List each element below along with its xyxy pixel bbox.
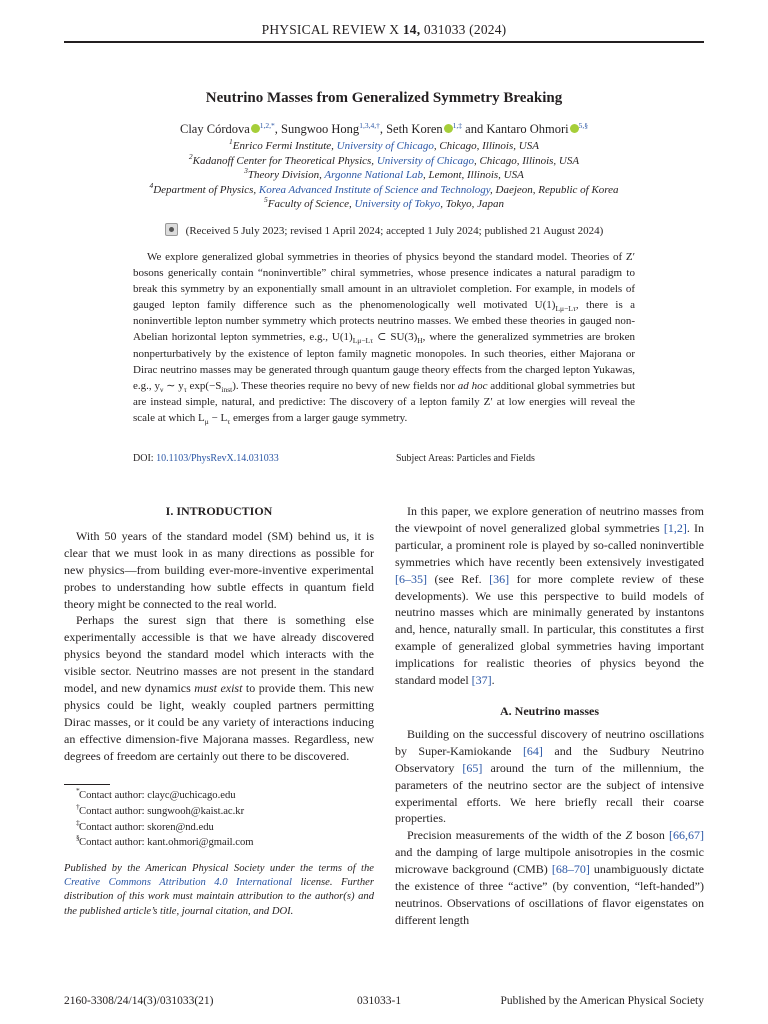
affiliation-list xyxy=(64,139,704,212)
text-fragment: In this paper, we explore generation of neutrino masses from the viewpoint of novel generalized global symmetries xyxy=(395,504,704,535)
abstract-text xyxy=(133,249,635,426)
author-separator: , xyxy=(379,122,383,136)
footnote-text: Contact author: kant.ohmori@gmail.com xyxy=(79,837,254,849)
author-conjunction: and xyxy=(465,122,484,136)
abstract-fragment: additional global symmetries but are instead simple, natural, and predictive: The discovery of a lepton family Z′ at low energies will reveal the scale at which L xyxy=(133,379,636,424)
received-text: (Received 5 July 2023; revised 1 April 2024; accepted 1 July 2024; published 21 August 2024) xyxy=(185,225,604,237)
paper-title: Neutrino Masses from Generalized Symmetry Breaking xyxy=(205,90,563,106)
text-fragment: (see Ref. xyxy=(427,571,490,586)
journal-volume: 14, xyxy=(402,22,421,37)
subsection-heading: A. Neutrino masses xyxy=(500,703,599,718)
affiliation xyxy=(64,168,704,183)
abstract-fragment: ⊂ SU(3) xyxy=(373,331,418,344)
affiliation-location: , Lemont, Illinois, USA xyxy=(423,169,524,182)
text-fragment: Building on the successful discovery of neutrino oscillations by Super-Kamiokande xyxy=(395,726,704,758)
citation-link[interactable]: [1,2] xyxy=(663,520,687,535)
text-fragment: boson xyxy=(632,828,669,843)
subject-label: Subject Areas: xyxy=(396,453,455,464)
math-subscript: τ xyxy=(227,416,231,426)
footnote-text: Contact author: skoren@nd.edu xyxy=(79,821,214,833)
citation-link[interactable]: [37] xyxy=(471,673,492,688)
license-notice xyxy=(64,862,374,919)
author-affil-marks[interactable]: 5,§ xyxy=(578,121,588,130)
citation-link[interactable]: [6–35] xyxy=(395,571,427,586)
affiliation-number: 4 xyxy=(149,180,154,190)
footer-publisher: Published by the American Physical Society xyxy=(500,995,704,1007)
text-fragment: and the damping of large multipole anisotropies in the cosmic microwave background (CMB) xyxy=(395,845,704,877)
institution-link[interactable]: University of Tokyo xyxy=(354,198,441,211)
affiliation xyxy=(64,197,704,212)
affiliation-dept: Department of Physics, xyxy=(153,183,259,196)
doi-link[interactable]: 10.1103/PhysRevX.14.031033 xyxy=(156,453,279,464)
math-subscript: Lμ−Lτ xyxy=(352,336,374,346)
affiliation-number: 1 xyxy=(229,137,233,146)
text-fragment: for more complete review of these developments). We use this perspective to build models of neutrino masses which are minimally generated by instantons and, hence, naturally small. In particular, this constitutes a first example of generalized global symmetries having important implications for realistic theories of physics beyond the standard model xyxy=(395,571,704,688)
subject-areas xyxy=(396,453,535,464)
author-name: Kantaro Ohmori xyxy=(486,122,569,136)
author-name: Seth Koren xyxy=(386,122,443,136)
crossmark-icon[interactable] xyxy=(165,223,178,236)
abstract-fragment: exp(−S xyxy=(186,379,222,392)
math-subscript: inst xyxy=(221,384,233,394)
text-fragment: and the Sudbury Neutrino Observatory xyxy=(395,743,704,775)
text-fragment: Perhaps the surest sign that there is something else experimentally accessible is that we have already discovered physics beyond the standard model which interacts with the visible sector. Neutrino masses are not present in the standard model, and new dynamics xyxy=(64,613,374,696)
footnote-text: Contact author: sungwooh@kaist.ac.kr xyxy=(79,805,245,817)
subject-value: Particles and Fields xyxy=(456,453,535,464)
citation-link[interactable]: [65] xyxy=(462,760,483,775)
intro-paragraph xyxy=(64,612,374,764)
author-affil-marks[interactable]: 1,2,* xyxy=(259,121,275,130)
affiliation xyxy=(64,139,704,154)
author-separator: , xyxy=(274,122,278,136)
footnote: † Contact author: sungwooh@kaist.ac.kr xyxy=(76,801,245,817)
math-subscript: Lμ−Lτ xyxy=(555,304,576,314)
received-dates xyxy=(64,223,704,237)
text-fragment: unambiguously dictate the existence of three “active” (by convention, “left-handed”) neutrinos. Observations of oscillations of flavor eigenstates on different length xyxy=(395,862,704,927)
abstract-fragment: ∼ y xyxy=(163,379,184,392)
orcid-icon[interactable] xyxy=(251,124,260,133)
abstract-fragment: emerges from a larger gauge symmetry. xyxy=(230,411,408,424)
license-text: license. Further distribution of this work must maintain attribution to the author(s) and the published article’s title, journal citation, and DOI. xyxy=(64,877,374,917)
affiliation xyxy=(64,151,704,169)
affiliation-number: 2 xyxy=(188,151,193,161)
license-link[interactable]: Creative Commons Attribution 4.0 International xyxy=(64,877,292,889)
section-heading: I. INTRODUCTION xyxy=(165,504,273,518)
text-emphasis: Z xyxy=(625,828,633,843)
abstract-fragment: We explore generalized global symmetries in theories of physics beyond the standard model. Theories of Z′ bosons generically contain “noninvertible” chiral symmetries, whose presence indicates a natural paradigm to break this symmetry by an exponentially small amount in an ultraviolet completion. For example, in models of gauged lepton family difference such as the phenomenologically well motivated U(1) xyxy=(133,251,635,312)
author-name: Sungwoo Hong xyxy=(281,122,360,136)
institution-link[interactable]: University of Chicago xyxy=(336,140,434,152)
author-name: Clay Córdova xyxy=(180,122,250,136)
text-fragment: to provide them. This new physics could be light, weakly coupled partners permitting Dirac masses, or it could be any variety of interactions inducing an effective dimension-five Majorana masses. Regardless, new degrees of freedom are certainly out there to be discovered. xyxy=(64,681,374,763)
text-fragment: . xyxy=(491,673,495,688)
header-rule xyxy=(64,41,704,43)
institution-link[interactable]: Argonne National Lab xyxy=(324,169,423,182)
footnote-text: Contact author: clayc@uchicago.edu xyxy=(79,790,236,801)
affiliation-dept: Theory Division, xyxy=(247,169,325,182)
affiliation-dept: Enrico Fermi Institute, xyxy=(232,140,337,152)
affiliation xyxy=(64,180,704,198)
journal-header xyxy=(64,22,704,38)
affiliation-dept: Faculty of Science, xyxy=(267,198,355,211)
footnote: ‡ Contact author: skoren@nd.edu xyxy=(76,817,214,833)
math-subscript: τ xyxy=(183,384,187,394)
author-affil-marks[interactable]: 1,3,4,† xyxy=(359,121,380,130)
citation-link[interactable]: [64] xyxy=(522,743,543,758)
affiliation-number: 3 xyxy=(244,166,248,176)
math-subscript: μ xyxy=(204,416,209,426)
affiliation-location: , Tokyo, Japan xyxy=(440,198,504,211)
abstract xyxy=(133,249,635,426)
affiliation-dept: Kadanoff Center for Theoretical Physics, xyxy=(192,154,377,167)
affiliation-number: 5 xyxy=(263,195,268,205)
citation-link[interactable]: [66,67] xyxy=(669,828,704,843)
right-column xyxy=(395,503,704,929)
abstract-fragment: , there is a noninvertible lepton number symmetry which protects neutrino masses. We embed these theories in gauged non-Abelian horizontal lepton symmetries, e.g., U(1) xyxy=(133,299,636,344)
footer-page-number: 031033-1 xyxy=(357,995,402,1007)
author-list xyxy=(64,122,704,137)
abstract-fragment: − L xyxy=(208,411,228,424)
article-number-year: 031033 (2024) xyxy=(423,22,507,37)
abstract-fragment: , where the generalized symmetries are broken nonperturbatively by the existence of lepton family magnetic monopoles. In such theories, either Majorana or Dirac neutrino masses may be generated through quantum gauge theory effects from the charged lepton Yukawas, e.g., y xyxy=(133,331,636,392)
footer-issn: 2160-3308/24/14(3)/031033(21) xyxy=(64,995,214,1007)
intro-paragraph: With 50 years of the standard model (SM) behind us, it is clear that we must look in as many directions as possible for new physics—from building ever-more-inventive experimental probes to understanding how subtle effects in quantum field theory might be connected to the real world. xyxy=(64,528,374,611)
footnote: § Contact author: kant.ohmori@gmail.com xyxy=(76,833,254,849)
citation-link[interactable]: [36] xyxy=(489,571,510,586)
institution-link[interactable]: Korea Advanced Institute of Science and Technology xyxy=(258,183,491,196)
affiliation-location: , Chicago, Illinois, USA xyxy=(433,140,539,152)
orcid-icon[interactable] xyxy=(570,124,579,133)
text-fragment: Precision measurements of the width of the xyxy=(407,828,626,843)
license-text: Published by the American Physical Society under the terms of the xyxy=(64,863,374,874)
author-affil-marks[interactable]: 1,‡ xyxy=(452,121,463,130)
abstract-fragment: ). These theories require no bevy of new fields nor xyxy=(232,379,458,392)
journal-name: PHYSICAL REVIEW X xyxy=(261,22,400,37)
doi-label: DOI: xyxy=(133,453,154,464)
orcid-icon[interactable] xyxy=(444,124,453,133)
footnote: * Contact author: clayc@uchicago.edu xyxy=(76,786,236,801)
body-paragraph xyxy=(395,726,704,827)
body-paragraph xyxy=(395,503,704,689)
text-emphasis: must exist xyxy=(194,681,243,696)
footnotes xyxy=(64,788,374,851)
abstract-emphasis: ad hoc xyxy=(457,379,488,392)
math-subscript: ν xyxy=(159,384,164,394)
doi-line xyxy=(133,453,279,464)
left-column xyxy=(64,503,374,765)
math-subscript: H xyxy=(417,336,423,346)
text-fragment: . In particular, a prominent role is played by so-called noninvertible symmetries which have recently been extensively investigated xyxy=(395,520,704,569)
institution-link[interactable]: University of Chicago xyxy=(376,154,474,167)
affiliation-location: , Daejeon, Republic of Korea xyxy=(490,183,619,196)
body-paragraph xyxy=(395,827,704,928)
text-fragment: around the turn of the millennium, the parameters of the neutrino sector are the subject of intensive experimental efforts. We here briefly recall their coarse properties. xyxy=(395,760,704,826)
affiliation-location: , Chicago, Illinois, USA xyxy=(473,154,580,167)
footnote-rule xyxy=(64,784,110,785)
citation-link[interactable]: [68–70] xyxy=(551,862,590,877)
